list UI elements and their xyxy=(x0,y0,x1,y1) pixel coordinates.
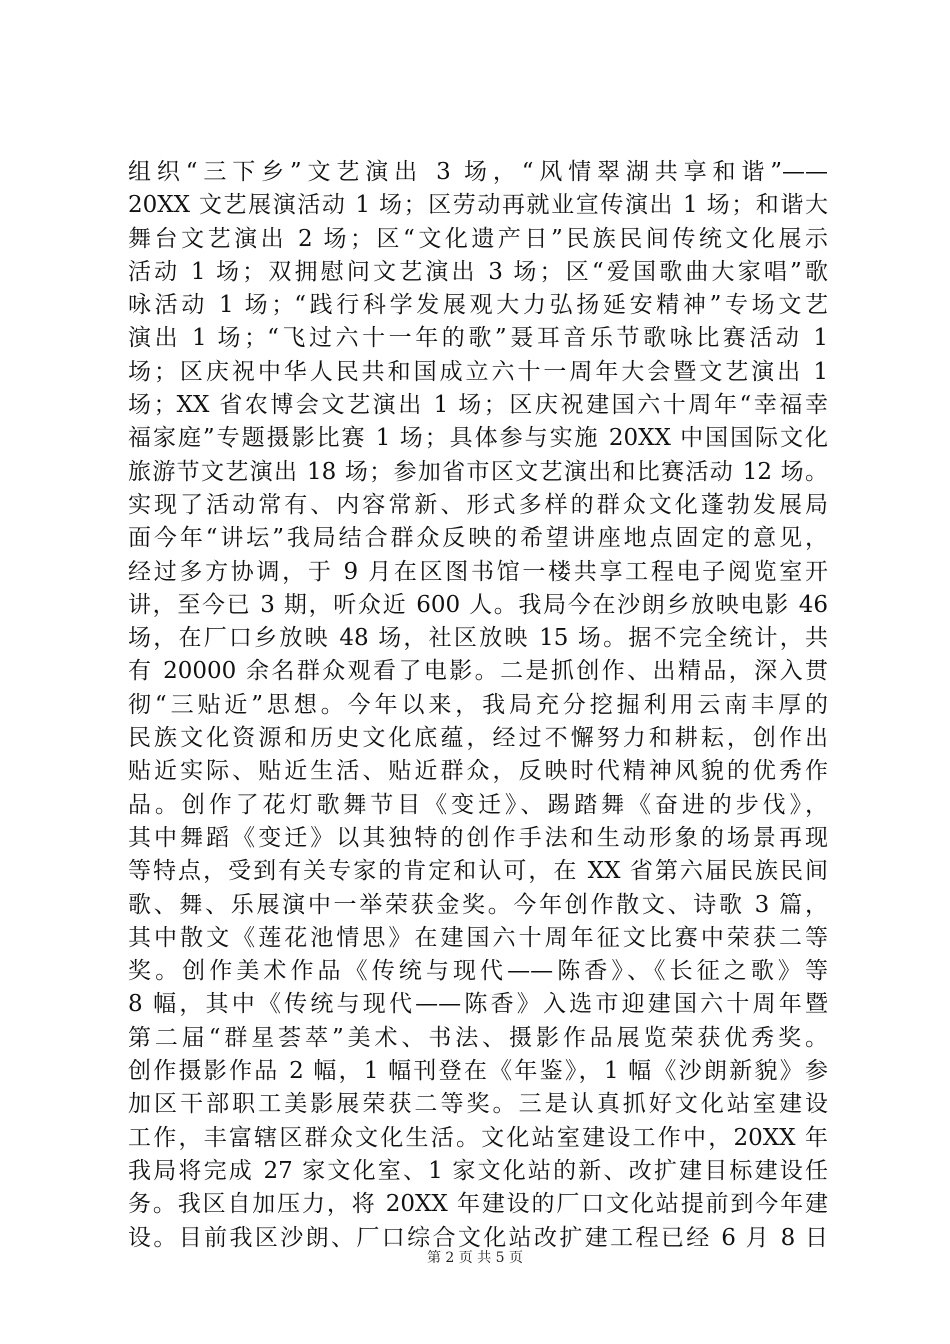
text-line: 8 幅，其中《传统与现代——陈香》入选市迎建国六十周年暨 xyxy=(128,991,828,1018)
page-footer: 第 2 页 共 5 页 xyxy=(426,1250,524,1266)
body-paragraph xyxy=(128,156,828,1255)
text-line: 演出 1 场；“飞过六十一年的歌”聂耳音乐节歌咏比赛活动 1 xyxy=(128,325,828,352)
text-line: 福家庭”专题摄影比赛 1 场；具体参与实施 20XX 中国国际文化 xyxy=(128,425,828,452)
text-line: 歌、舞、乐展演中一举荣获金奖。今年创作散文、诗歌 3 篇， xyxy=(128,891,828,918)
text-line: 组织“三下乡”文艺演出 3 场，“风情翠湖共享和谐”—— xyxy=(128,159,828,185)
text-line: 品。创作了花灯歌舞节目《变迁》、踢踏舞《奋进的步伐》， xyxy=(128,791,828,818)
text-line: 第二届“群星荟萃”美术、书法、摄影作品展览荣获优秀奖。 xyxy=(128,1024,828,1051)
text-line: 彻“三贴近”思想。今年以来，我局充分挖掘利用云南丰厚的 xyxy=(128,691,828,718)
text-line: 咏活动 1 场；“践行科学发展观大力弘扬延安精神”专场文艺 xyxy=(128,292,828,319)
text-line: 经过多方协调，于 9 月在区图书馆一楼共享工程电子阅览室开 xyxy=(128,558,828,585)
text-line: 场；区庆祝中华人民共和国成立六十一周年大会暨文艺演出 1 xyxy=(128,358,828,385)
text-line: 面今年“讲坛”我局结合群众反映的希望讲座地点固定的意见， xyxy=(128,525,828,552)
text-line: 其中散文《莲花池情思》在建国六十周年征文比赛中荣获二等 xyxy=(128,924,828,951)
text-line: 贴近实际、贴近生活、贴近群众，反映时代精神风貌的优秀作 xyxy=(128,758,828,785)
text-line: 实现了活动常有、内容常新、形式多样的群众文化蓬勃发展局 xyxy=(128,491,828,518)
text-line: 民族文化资源和历史文化底蕴，经过不懈努力和耕耘，创作出 xyxy=(128,725,828,752)
text-line: 讲，至今已 3 期，听众近 600 人。我局今在沙朗乡放映电影 46 xyxy=(128,591,828,618)
text-line: 我局将完成 27 家文化室、1 家文化站的新、改扩建目标建设任 xyxy=(128,1157,828,1184)
text-line: 旅游节文艺演出 18 场；参加省市区文艺演出和比赛活动 12 场。 xyxy=(128,458,828,485)
text-line: 设。目前我区沙朗、厂口综合文化站改扩建工程已经 6 月 8 日 xyxy=(128,1224,828,1251)
text-line: 务。我区自加压力，将 20XX 年建设的厂口文化站提前到今年建 xyxy=(128,1191,828,1218)
text-line: 场，在厂口乡放映 48 场，社区放映 15 场。据不完全统计，共 xyxy=(128,625,828,652)
text-line: 有 20000 余名群众观看了电影。二是抓创作、出精品，深入贯 xyxy=(128,658,828,685)
text-line: 奖。创作美术作品《传统与现代——陈香》、《长征之歌》等 xyxy=(128,958,828,985)
text-line: 活动 1 场；双拥慰问文艺演出 3 场；区“爱国歌曲大家唱”歌 xyxy=(128,258,828,285)
text-line: 工作，丰富辖区群众文化生活。文化站室建设工作中，20XX 年 xyxy=(128,1124,828,1151)
text-line: 其中舞蹈《变迁》以其独特的创作手法和生动形象的场景再现 xyxy=(128,824,828,851)
text-line: 创作摄影作品 2 幅，1 幅刊登在《年鉴》，1 幅《沙朗新貌》参 xyxy=(128,1058,828,1085)
text-line: 舞台文艺演出 2 场；区“文化遗产日”民族民间传统文化展示 xyxy=(128,225,828,252)
text-line: 20XX 文艺展演活动 1 场；区劳动再就业宣传演出 1 场；和谐大 xyxy=(128,192,828,219)
text-line: 场；XX 省农博会文艺演出 1 场；区庆祝建国六十周年“幸福幸 xyxy=(128,392,828,419)
text-line: 等特点，受到有关专家的肯定和认可，在 XX 省第六届民族民间 xyxy=(128,858,828,885)
text-line: 加区干部职工美影展荣获二等奖。三是认真抓好文化站室建设 xyxy=(128,1091,828,1118)
